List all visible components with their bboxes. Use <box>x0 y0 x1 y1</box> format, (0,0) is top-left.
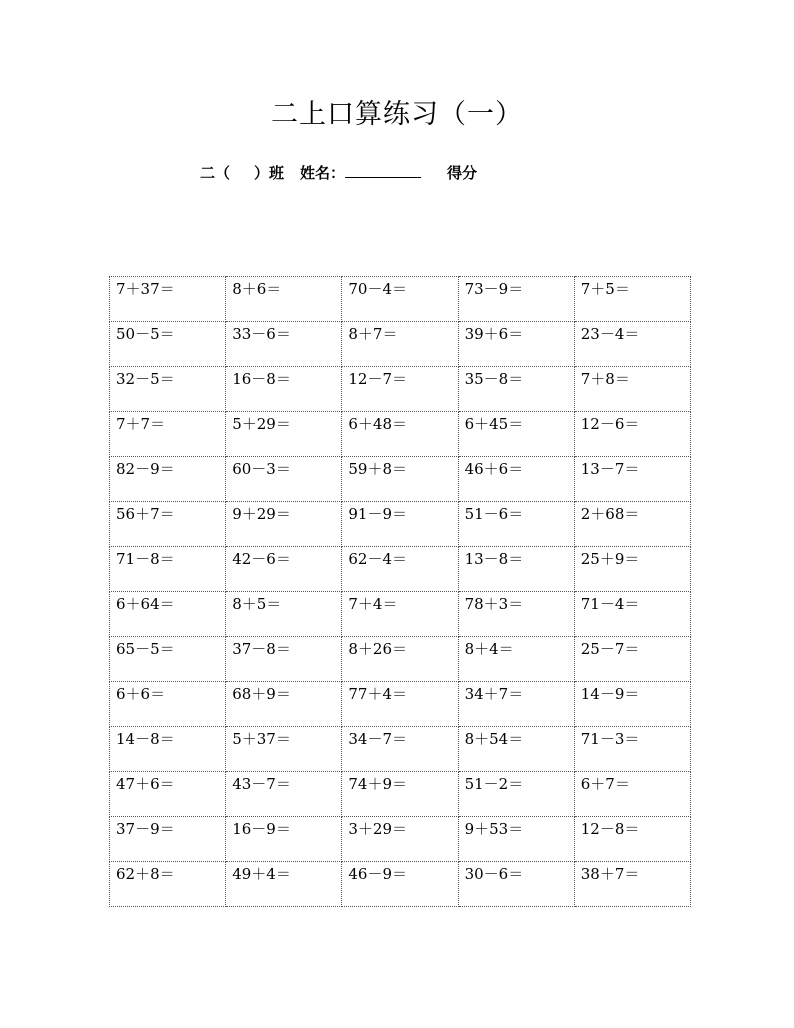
problem-row <box>110 727 691 772</box>
problem-cell: 71－3＝ <box>574 727 690 772</box>
problem-cell: 5＋29＝ <box>226 412 342 457</box>
problem-cell: 14－8＝ <box>110 727 226 772</box>
problem-cell: 62＋8＝ <box>110 862 226 907</box>
name-label: 姓名： <box>300 164 346 182</box>
problem-cell: 37－8＝ <box>226 637 342 682</box>
score-label: 得分 <box>447 164 478 182</box>
problem-cell: 25－7＝ <box>574 637 690 682</box>
problem-cell: 2＋68＝ <box>574 502 690 547</box>
problem-cell: 62－4＝ <box>342 547 458 592</box>
problem-row <box>110 547 691 592</box>
problem-cell: 25＋9＝ <box>574 547 690 592</box>
problem-cell: 8＋5＝ <box>226 592 342 637</box>
problem-cell: 47＋6＝ <box>110 772 226 817</box>
problem-cell: 7＋7＝ <box>110 412 226 457</box>
problem-row <box>110 817 691 862</box>
problem-cell: 14－9＝ <box>574 682 690 727</box>
problem-cell: 6＋64＝ <box>110 592 226 637</box>
problem-cell: 60－3＝ <box>226 457 342 502</box>
problem-cell: 8＋7＝ <box>342 322 458 367</box>
problem-cell: 7＋5＝ <box>574 277 690 322</box>
problem-cell: 37－9＝ <box>110 817 226 862</box>
problem-cell: 39＋6＝ <box>458 322 574 367</box>
problem-cell: 74＋9＝ <box>342 772 458 817</box>
problem-cell: 32－5＝ <box>110 367 226 412</box>
problem-cell: 68＋9＝ <box>226 682 342 727</box>
problem-cell: 8＋26＝ <box>342 637 458 682</box>
problem-cell: 8＋6＝ <box>226 277 342 322</box>
problem-row <box>110 862 691 907</box>
problem-cell: 23－4＝ <box>574 322 690 367</box>
problem-cell: 13－7＝ <box>574 457 690 502</box>
problem-cell: 16－9＝ <box>226 817 342 862</box>
problem-row <box>110 322 691 367</box>
page-title: 二上口算练习（一） <box>271 99 523 130</box>
problem-cell: 91－9＝ <box>342 502 458 547</box>
problem-cell: 34－7＝ <box>342 727 458 772</box>
problem-cell: 9＋53＝ <box>458 817 574 862</box>
problem-cell: 6＋45＝ <box>458 412 574 457</box>
problem-cell: 78＋3＝ <box>458 592 574 637</box>
problem-cell: 5＋37＝ <box>226 727 342 772</box>
problem-cell: 73－9＝ <box>458 277 574 322</box>
problem-row <box>110 772 691 817</box>
problem-cell: 71－8＝ <box>110 547 226 592</box>
problem-cell: 33－6＝ <box>226 322 342 367</box>
class-suffix: ）班 <box>254 164 285 182</box>
problem-row <box>110 592 691 637</box>
problem-cell: 6＋7＝ <box>574 772 690 817</box>
problem-row <box>110 367 691 412</box>
problem-cell: 65－5＝ <box>110 637 226 682</box>
problem-cell: 51－6＝ <box>458 502 574 547</box>
problem-cell: 56＋7＝ <box>110 502 226 547</box>
problem-cell: 16－8＝ <box>226 367 342 412</box>
problem-cell: 3＋29＝ <box>342 817 458 862</box>
problem-grid <box>109 276 691 907</box>
problem-cell: 7＋4＝ <box>342 592 458 637</box>
problem-cell: 7＋8＝ <box>574 367 690 412</box>
student-info-line <box>200 162 477 183</box>
problem-cell: 38＋7＝ <box>574 862 690 907</box>
problem-cell: 70－4＝ <box>342 277 458 322</box>
problem-cell: 12－6＝ <box>574 412 690 457</box>
problem-cell: 59＋8＝ <box>342 457 458 502</box>
problem-cell: 51－2＝ <box>458 772 574 817</box>
problem-cell: 71－4＝ <box>574 592 690 637</box>
problem-cell: 6＋6＝ <box>110 682 226 727</box>
problem-cell: 34＋7＝ <box>458 682 574 727</box>
problem-cell: 77＋4＝ <box>342 682 458 727</box>
problem-cell: 13－8＝ <box>458 547 574 592</box>
problem-cell: 46－9＝ <box>342 862 458 907</box>
problem-cell: 9＋29＝ <box>226 502 342 547</box>
problem-cell: 82－9＝ <box>110 457 226 502</box>
problem-cell: 43－7＝ <box>226 772 342 817</box>
problem-row <box>110 637 691 682</box>
problem-cell: 49＋4＝ <box>226 862 342 907</box>
class-prefix: 二（ <box>200 164 231 182</box>
problem-cell: 50－5＝ <box>110 322 226 367</box>
problem-row <box>110 277 691 322</box>
problem-row <box>110 412 691 457</box>
problem-row <box>110 457 691 502</box>
problem-cell: 42－6＝ <box>226 547 342 592</box>
problem-cell: 12－7＝ <box>342 367 458 412</box>
problem-row <box>110 502 691 547</box>
problem-cell: 8＋4＝ <box>458 637 574 682</box>
problem-cell: 46＋6＝ <box>458 457 574 502</box>
name-blank-line <box>345 165 421 178</box>
problem-cell: 35－8＝ <box>458 367 574 412</box>
problem-cell: 6＋48＝ <box>342 412 458 457</box>
problem-cell: 12－8＝ <box>574 817 690 862</box>
problem-cell: 7＋37＝ <box>110 277 226 322</box>
problem-row <box>110 682 691 727</box>
problem-cell: 30－6＝ <box>458 862 574 907</box>
problem-cell: 8＋54＝ <box>458 727 574 772</box>
